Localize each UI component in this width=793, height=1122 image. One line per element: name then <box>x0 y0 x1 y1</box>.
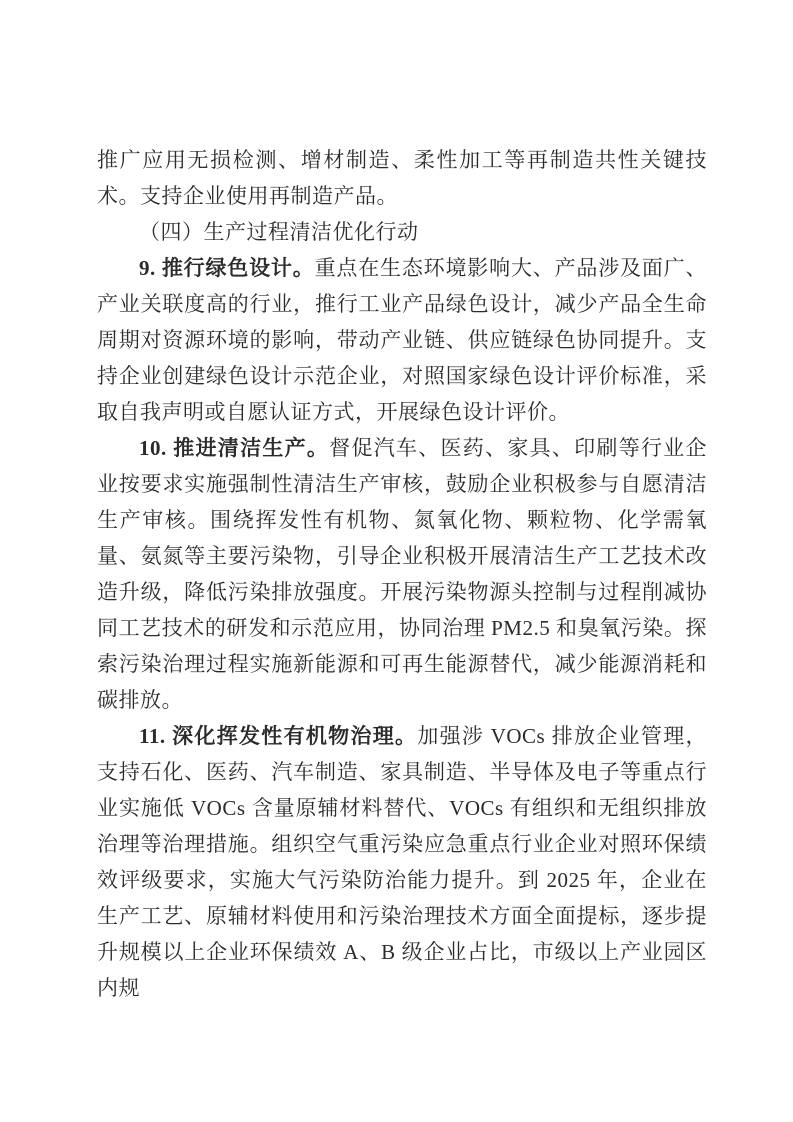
paragraph-continued-text: 推广应用无损检测、增材制造、柔性加工等再制造共性关键技术。支持企业使用再制造产品。 <box>97 148 707 208</box>
item-11-body: 加强涉 VOCs 排放企业管理，支持石化、医药、汽车制造、家具制造、半导体及电子等重点行业实施低 VOCs 含量原辅材料替代、VOCs 有组织和无组织排放治理等治理措施。组织空气重污染应急重点行业企业对照环保绩效评级要求，实施大气污染防治能力提升。到 2025 年，企业在生产工艺、原辅材料使用和污染治理技术方面全面提标，逐步提升规模以上企业环保绩效 A、B 级企业占比，市级以上产业园区内规 <box>97 724 707 1000</box>
item-9-lead: 9. 推行绿色设计。 <box>139 256 315 280</box>
section-heading-4-text: （四）生产过程清洁优化行动 <box>139 220 419 244</box>
item-11-lead: 11. 深化挥发性有机物治理。 <box>139 724 418 748</box>
section-heading-4 <box>97 214 707 250</box>
paragraph-item-9 <box>97 250 707 430</box>
item-10-body: 督促汽车、医药、家具、印刷等行业企业按要求实施强制性清洁生产审核，鼓励企业积极参与自愿清洁生产审核。围绕挥发性有机物、氮氧化物、颗粒物、化学需氧量、氨氮等主要污染物，引导企业积极开展清洁生产工艺技术改造升级，降低污染排放强度。开展污染物源头控制与过程削减协同工艺技术的研发和示范应用，协同治理 PM2.5 和臭氧污染。探索污染治理过程实施新能源和可再生能源替代，减少能源消耗和碳排放。 <box>97 436 708 712</box>
document-text-block <box>97 142 707 1006</box>
paragraph-continued-from-previous-page <box>97 142 707 214</box>
item-10-lead: 10. 推进清洁生产。 <box>139 436 330 460</box>
paragraph-item-10 <box>97 430 707 718</box>
item-9-body: 重点在生态环境影响大、产品涉及面广、产业关联度高的行业，推行工业产品绿色设计，减少产品全生命周期对资源环境的影响，带动产业链、供应链绿色协同提升。支持企业创建绿色设计示范企业，对照国家绿色设计评价标准，采取自我声明或自愿认证方式，开展绿色设计评价。 <box>97 256 708 424</box>
paragraph-item-11 <box>97 718 707 1006</box>
